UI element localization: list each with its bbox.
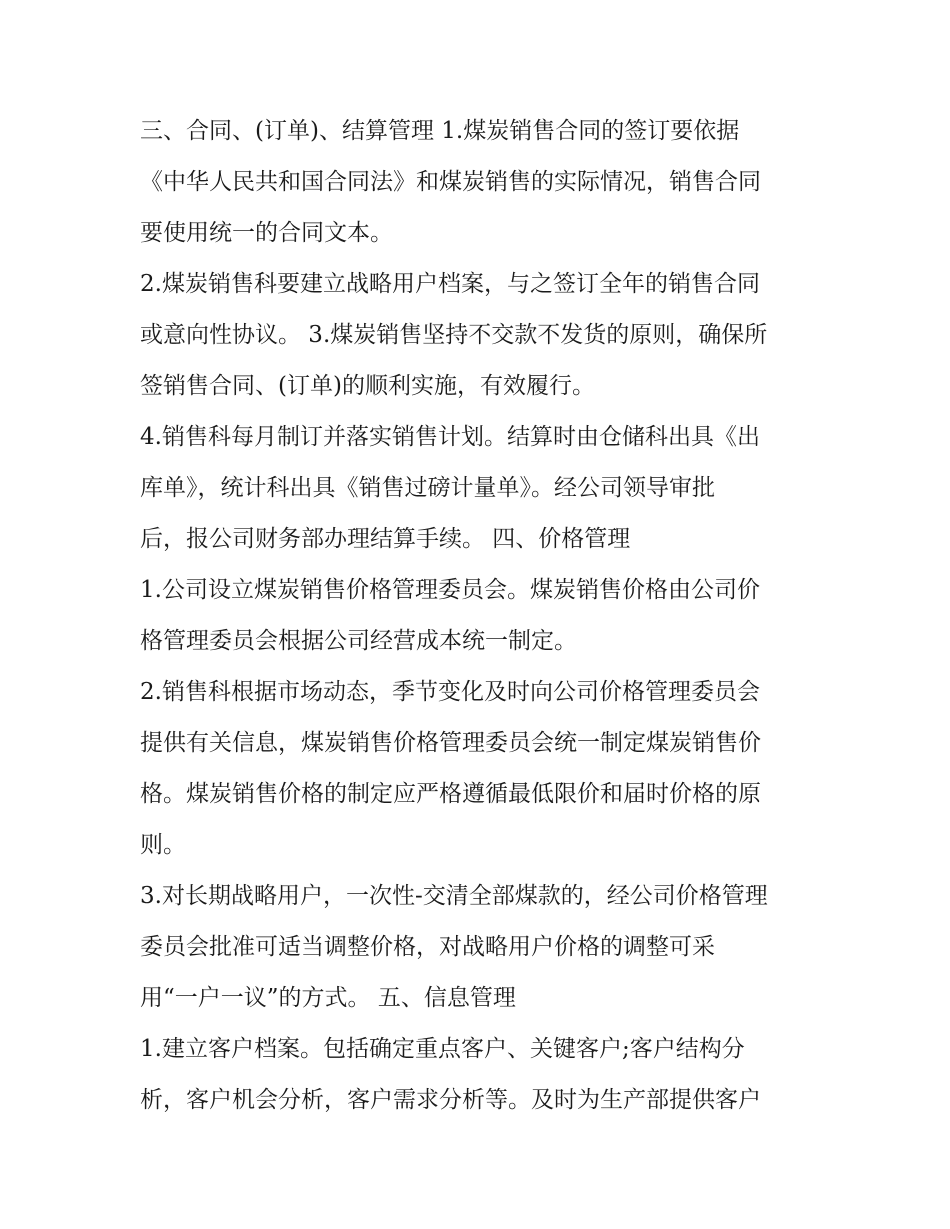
text-line: 1.建立客户档案。包括确定重点客户、关键客户;客户结构分 — [140, 1036, 745, 1062]
text-line: 析，客户机会分析，客户需求分析等。及时为生产部提供客户 — [140, 1087, 761, 1113]
text-line: 签销售合同、(订单)的顺利实施，有效履行。 — [140, 373, 595, 399]
text-line: 要使用统一的合同文本。 — [140, 220, 393, 246]
text-line: 委员会批准可适当调整价格，对战略用户价格的调整可采 — [140, 934, 715, 960]
text-line: 3.对长期战略用户，一次性-交清全部煤款的，经公司价格管理 — [140, 883, 768, 909]
text-line: 格管理委员会根据公司经营成本统一制定。 — [140, 628, 577, 654]
document-body — [140, 106, 820, 1126]
text-line: 2.销售科根据市场动态，季节变化及时向公司价格管理委员会 — [140, 679, 760, 705]
text-line: 提供有关信息，煤炭销售价格管理委员会统一制定煤炭销售价 — [140, 730, 761, 756]
text-line: 2.煤炭销售科要建立战略用户档案，与之签订全年的销售合同 — [140, 271, 760, 297]
text-line: 库单》，统计科出具《销售过磅计量单》。经公司领导审批 — [140, 475, 715, 501]
text-line: 格。煤炭销售价格的制定应严格遵循最低限价和届时价格的原 — [140, 781, 761, 807]
text-line: 《中华人民共和国合同法》和煤炭销售的实际情况，销售合同 — [140, 169, 761, 195]
text-line: 则。 — [140, 832, 186, 858]
text-line: 或意向性协议。 3.煤炭销售坚持不交款不发货的原则，确保所 — [140, 322, 768, 348]
text-line: 4.销售科每月制订并落实销售计划。结算时由仓储科出具《出 — [140, 424, 760, 450]
text-line: 1.公司设立煤炭销售价格管理委员会。煤炭销售价格由公司价 — [140, 577, 760, 603]
text-line: 后，报公司财务部办理结算手续。 四、价格管理 — [140, 526, 631, 552]
text-line: 三、合同、(订单)、结算管理 1.煤炭销售合同的签订要依据 — [140, 118, 740, 144]
text-line: 用“一户一议”的方式。 五、信息管理 — [140, 985, 516, 1011]
